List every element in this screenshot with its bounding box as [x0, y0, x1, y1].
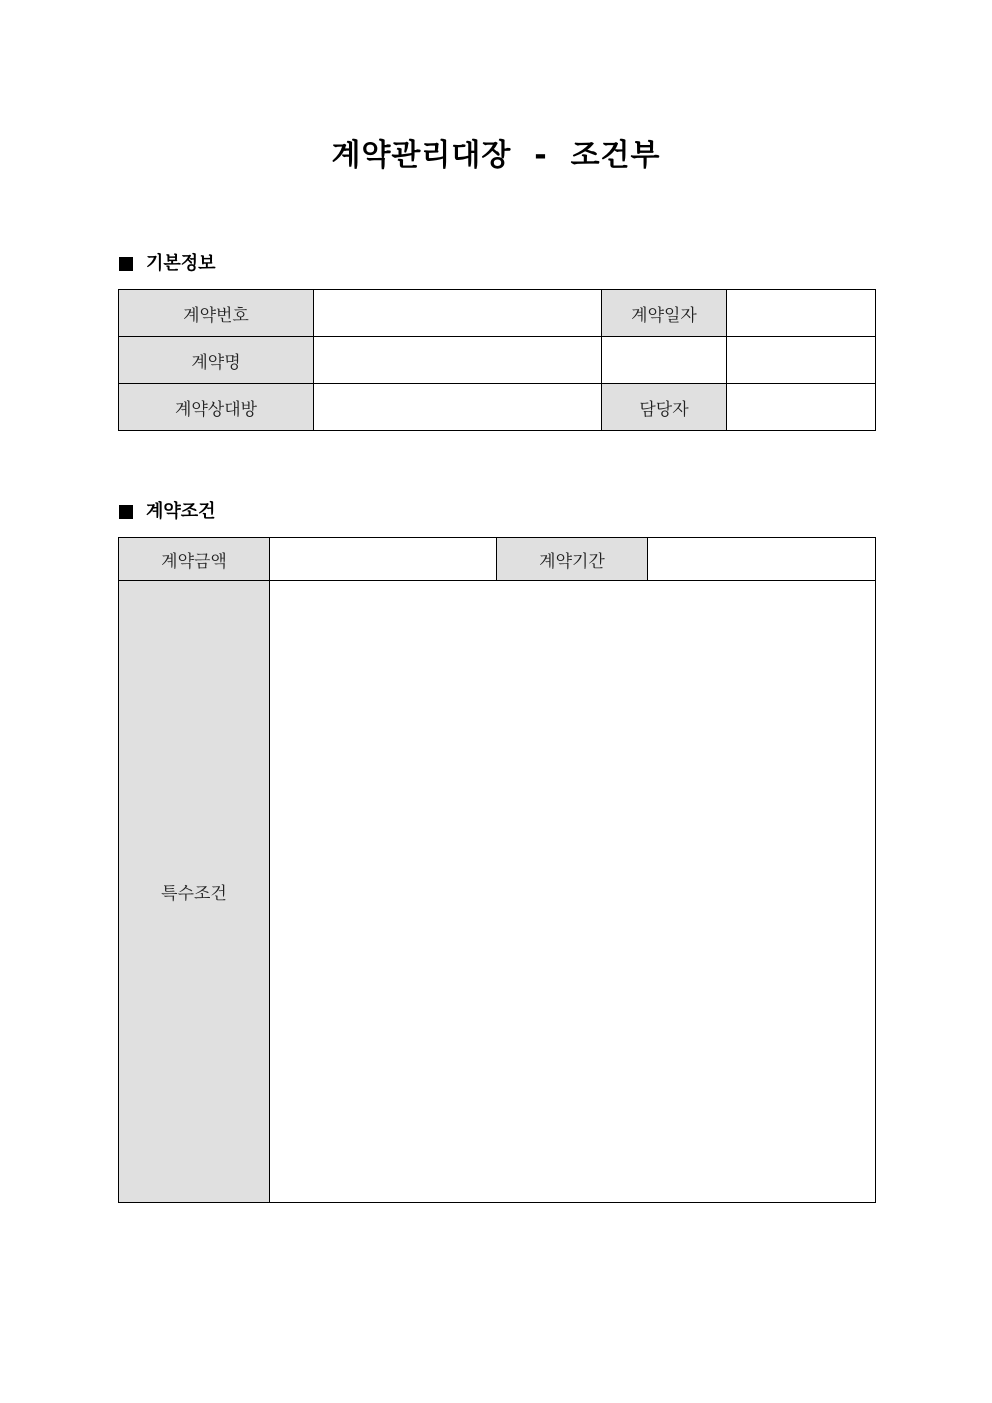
table-row	[119, 290, 876, 337]
section-heading-basic-info	[119, 251, 216, 277]
section-heading-label: 계약조건	[146, 501, 216, 522]
manager-field[interactable]	[727, 384, 876, 431]
contract-amount-field[interactable]	[270, 538, 497, 581]
section-heading-conditions	[119, 499, 216, 525]
contract-amount-label: 계약금액	[119, 538, 270, 581]
section-heading-label: 기본정보	[146, 253, 216, 274]
table-row	[119, 384, 876, 431]
contract-name-field[interactable]	[314, 337, 602, 384]
square-bullet-icon	[119, 505, 133, 519]
contract-period-field[interactable]	[648, 538, 876, 581]
square-bullet-icon	[119, 257, 133, 271]
contract-period-label: 계약기간	[497, 538, 648, 581]
contract-date-label: 계약일자	[602, 290, 727, 337]
conditions-table	[118, 537, 876, 1203]
contract-date-field[interactable]	[727, 290, 876, 337]
special-conditions-label: 특수조건	[119, 581, 270, 1203]
counterparty-label: 계약상대방	[119, 384, 314, 431]
table-row	[119, 538, 876, 581]
contract-number-label: 계약번호	[119, 290, 314, 337]
manager-label: 담당자	[602, 384, 727, 431]
table-row	[119, 581, 876, 1203]
contract-number-field[interactable]	[314, 290, 602, 337]
blank-cell[interactable]	[727, 337, 876, 384]
page-title: 계약관리대장 - 조건부	[331, 138, 661, 173]
blank-cell[interactable]	[602, 337, 727, 384]
special-conditions-field[interactable]	[270, 581, 876, 1203]
counterparty-field[interactable]	[314, 384, 602, 431]
contract-name-label: 계약명	[119, 337, 314, 384]
basic-info-table	[118, 289, 876, 431]
table-row	[119, 337, 876, 384]
